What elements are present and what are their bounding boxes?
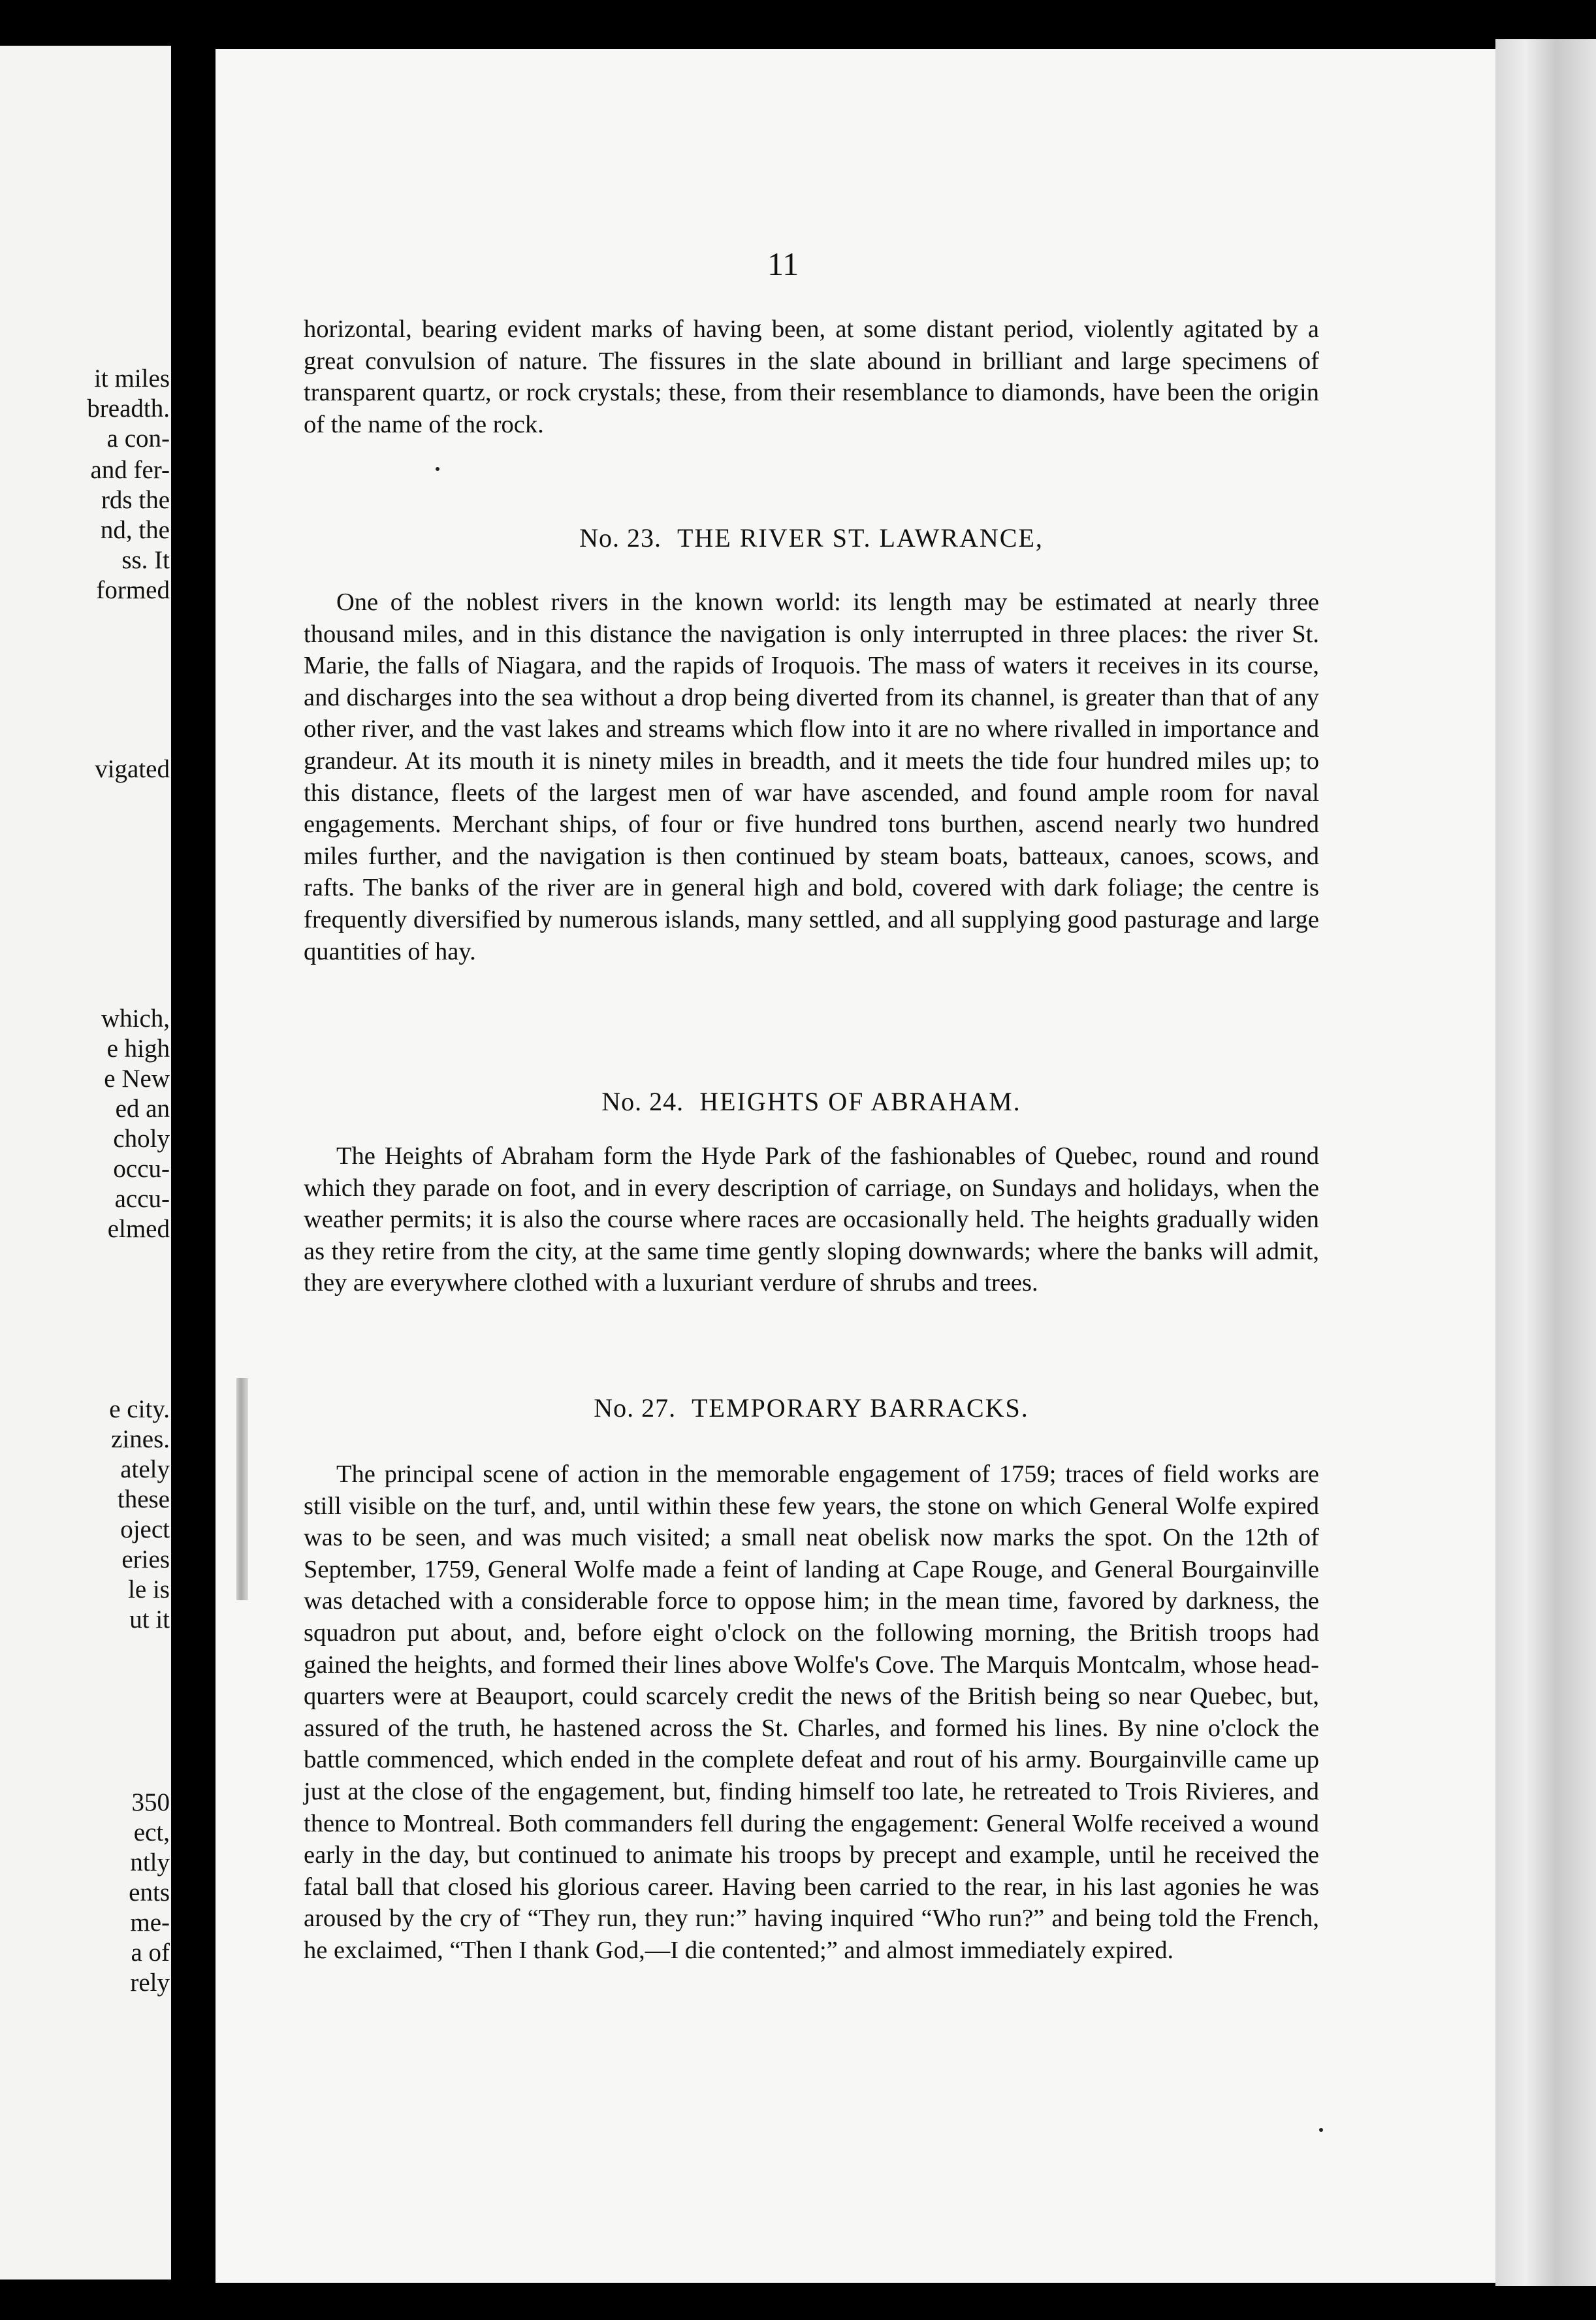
- left-page-line: occu-: [113, 1155, 170, 1183]
- section-title: THE RIVER ST. LAWRANCE,: [677, 523, 1044, 553]
- left-page-line: a of: [131, 1939, 170, 1967]
- left-page-line: ss. It: [121, 546, 170, 574]
- left-page-line: formed: [96, 576, 170, 604]
- section-title: HEIGHTS OF ABRAHAM.: [699, 1087, 1021, 1116]
- left-page-line: oject: [120, 1515, 170, 1543]
- section-number: No. 23.: [579, 523, 662, 553]
- left-page-line: ed an: [115, 1095, 170, 1123]
- intro-paragraph: horizontal, bearing evident marks of having been, at some distant period, violently agitated by a great convulsion of nature. The fissures in the slate abound in brilliant and large specimens of transparent quartz, or rock crystals; these, from their resemblance to diamonds, have been the origin of the name of the rock.: [304, 315, 1319, 438]
- left-page-line: le is: [128, 1575, 170, 1603]
- left-page-line: rds the: [101, 486, 170, 514]
- section-heading-27: [304, 1393, 1319, 1423]
- ink-speck: [1319, 2128, 1323, 2132]
- left-page-line: elmed: [107, 1215, 170, 1243]
- section-number: No. 27.: [594, 1393, 677, 1423]
- left-page-line: which,: [101, 1005, 170, 1033]
- ink-speck: [436, 467, 439, 471]
- section-body-24: The Heights of Abraham form the Hyde Park of the fashionables of Quebec, round and round which they parade on foot, and in every description of carriage, on Sundays and holidays, when the weather permits; it is also the course where races are occasionally held. The heights gradually widen as they retire from the city, at the same time gently sloping downwards; where the banks will admit, they are everywhere clothed with a luxuriant verdure of shrubs and trees.: [304, 1142, 1319, 1297]
- left-page-line: accu-: [114, 1185, 170, 1213]
- left-page-line: ents: [129, 1878, 170, 1907]
- left-page-line: rely: [130, 1969, 170, 1997]
- section-title: TEMPORARY BARRACKS.: [692, 1393, 1029, 1423]
- left-page-line: eries: [121, 1545, 170, 1573]
- left-page-line: e New: [104, 1065, 170, 1093]
- left-page-line: these: [117, 1485, 170, 1513]
- left-page-line: breadth.: [87, 395, 170, 423]
- left-page-line: ntly: [130, 1848, 170, 1877]
- left-page-line: choly: [113, 1125, 170, 1153]
- section-number: No. 24.: [601, 1087, 684, 1116]
- section-heading-23: [304, 523, 1319, 553]
- section-heading-24: [304, 1086, 1319, 1117]
- left-page-line: a con-: [106, 425, 170, 453]
- left-page-line: 350: [131, 1788, 170, 1816]
- left-page-line: e city.: [109, 1395, 170, 1423]
- binding-smudge: [236, 1378, 248, 1600]
- page-edge: [1495, 39, 1596, 2286]
- section-body-27: The principal scene of action in the memorable engagement of 1759; traces of field works are still visible on the turf, and, until within these few years, the stone on which General Wolfe expired was to be seen, and was much visited; a small neat obelisk now marks the spot. On the 12th of September, 1759, General Wolfe made a feint of landing at Cape Rouge, and General Bourgainville was detached with a considerable force to oppose him; in the mean time, favored by darkness, the squadron put about, and, before eight o'clock on the following morning, the British troops had gained the heights, and formed their lines above Wolfe's Cove. The Marquis Montcalm, whose head-quarters were at Beauport, could scarcely credit the news of the British being so near Quebec, but, assured of the truth, he hastened across the St. Charles, and formed his lines. By nine o'clock the battle commenced, which ended in the complete defeat and rout of his army. Bourgainville came up just at the close of the engagement, but, finding himself too late, he retreated to Trois Rivieres, and thence to Montreal. Both commanders fell during the engagement: General Wolfe received a wound early in the day, but continued to animate his troops by precept and example, until he received the fatal ball that closed his glorious career. Having been carried to the rear, in his last agonies he was aroused by the cry of “They run, they run:” having inquired “Who run?” and being told the French, he exclaimed, “Then I thank God,—I die contented;” and almost immediately expired.: [304, 1460, 1319, 1964]
- left-page-line: and fer-: [90, 456, 170, 484]
- left-page-line: nd, the: [100, 516, 170, 544]
- left-page-line: ut it: [129, 1605, 170, 1634]
- left-page-line: ect,: [133, 1818, 170, 1846]
- left-page-line: me-: [130, 1909, 170, 1937]
- left-page-line: e high: [106, 1035, 170, 1063]
- left-page-line: it miles: [94, 364, 170, 393]
- left-page-line: vigated: [95, 755, 170, 783]
- left-facing-page: [0, 46, 171, 2280]
- left-page-line: ately: [120, 1455, 170, 1483]
- page-number: 11: [767, 246, 799, 282]
- section-body-23: One of the noblest rivers in the known world: its length may be estimated at nearly three thousand miles, and in this distance the navigation is only interrupted in three places: the river St. Marie, the falls of Niagara, and the rapids of Iroquois. The mass of waters it receives in its course, and discharges into the sea without a drop being diverted from its channel, is greater than that of any other river, and the vast lakes and streams which flow into it are no where rivalled in importance and grandeur. At its mouth it is ninety miles in breadth, and it meets the tide four hundred miles up; to this distance, fleets of the largest men of war have ascended, and found ample room for naval engagements. Merchant ships, of four or five hundred tons burthen, ascend nearly two hundred miles further, and the navigation is then continued by steam boats, batteaux, canoes, scows, and rafts. The banks of the river are in general high and bold, covered with dark foliage; the centre is frequently diversified by numerous islands, many settled, and all supplying good pasturage and large quantities of hay.: [304, 588, 1319, 965]
- left-page-line: zines.: [111, 1425, 170, 1453]
